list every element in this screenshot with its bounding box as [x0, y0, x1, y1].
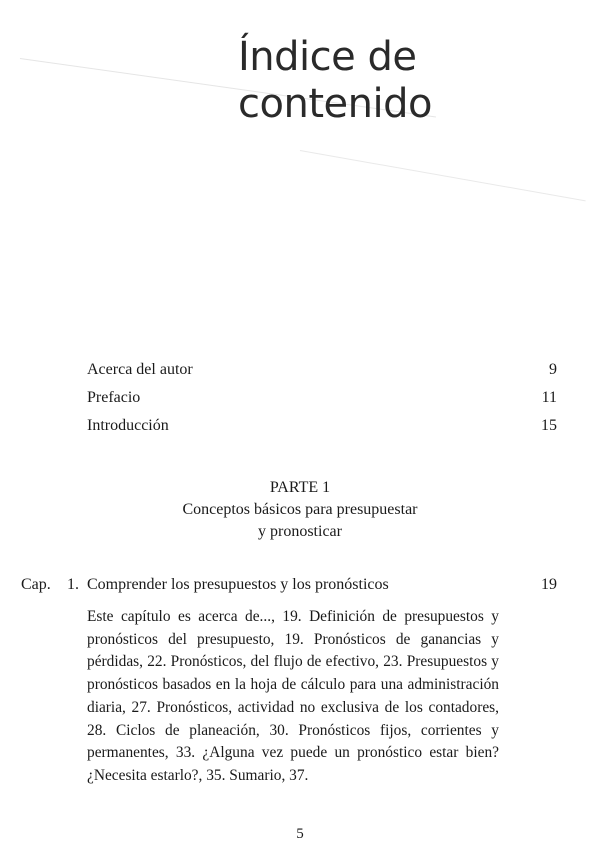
part-subtitle-line-1: Conceptos básicos para presupuestar	[182, 501, 418, 518]
toc-entry-page: 11	[541, 389, 557, 406]
chapter-number: 1.	[67, 576, 79, 593]
scan-artifact-line	[300, 150, 586, 201]
page-title	[238, 34, 432, 128]
toc-entry-page: 9	[549, 361, 557, 378]
toc-entry-label: Introducción	[87, 417, 169, 434]
page-title-line-2: contenido	[238, 81, 432, 127]
toc-entry-label: Prefacio	[87, 389, 141, 406]
chapter-description: Este capítulo es acerca de..., 19. Definición de presupuestos y pronósticos del presupuesto, 19. Pronósticos de ganancias y pérdidas, 22. Pronósticos, del flujo de efectivo, 23. Presupuestos y pronósticos basados en la hoja de cálculo para una administración diaria, 27. Pronósticos, actividad no exclusiva de los contadores, 28. Ciclos de planeación, 30. Pronósticos fijos, corrientes y permanentes, 33. ¿Alguna vez puede un pronóstico estar bien? ¿Necesita estarlo?, 35. Sumario, 37.	[87, 608, 499, 784]
chapter-page: 19	[541, 576, 557, 593]
chapter-prefix: Cap.	[21, 576, 51, 593]
chapter-title: Comprender los presupuestos y los pronósticos	[87, 576, 389, 593]
toc-entry-page: 15	[541, 417, 557, 434]
part-heading: PARTE 1	[269, 479, 331, 496]
toc-entry-label: Acerca del autor	[87, 361, 193, 378]
page-title-line-1: Índice de	[238, 34, 417, 80]
page-number: 5	[296, 826, 304, 842]
part-subtitle-line-2: y pronosticar	[258, 523, 342, 540]
